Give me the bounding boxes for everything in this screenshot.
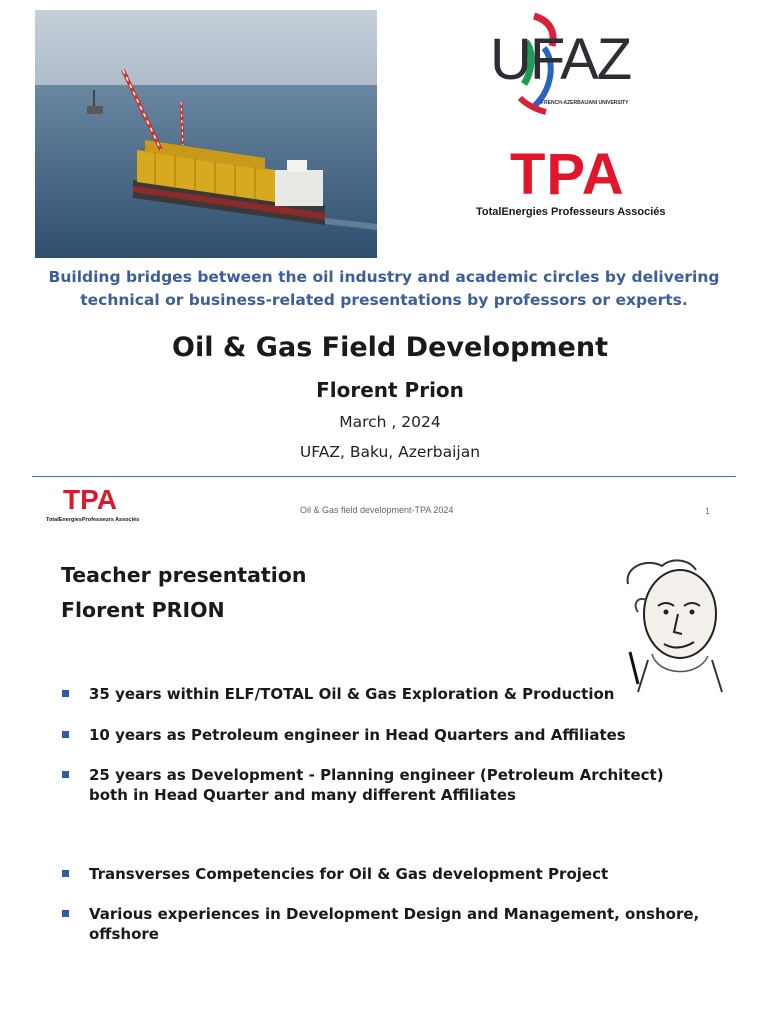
bullet-item: 35 years within ELF/TOTAL Oil & Gas Exploration & Production <box>60 684 700 704</box>
tpa-logo-small-subtitle: TotalEnergiesProfesseurs Associés <box>46 517 140 523</box>
bullet-item: 25 years as Development - Planning engineer (Petroleum Architect) both in Head Quarter and many different Affiliates <box>60 765 700 805</box>
bullet-item: Various experiences in Development Design and Management, onshore, offshore <box>60 904 700 944</box>
slide-footer-title: Oil & Gas field development-TPA 2024 <box>300 505 454 515</box>
presentation-date: March , 2024 <box>339 413 441 431</box>
tagline: Building bridges between the oil industry and academic circles by delivering technical or business-related presentations by professors or experts. <box>48 268 720 309</box>
bullet-square-icon <box>62 690 69 697</box>
presentation-title: Oil & Gas Field Development <box>172 332 608 363</box>
page-number: 1 <box>705 506 711 516</box>
presentation-author: Florent Prion <box>316 378 464 402</box>
tpa-logo-large-subtitle: TotalEnergies Professeurs Associés <box>476 206 666 218</box>
bullet-square-icon <box>62 910 69 917</box>
ufaz-logo-text: UFAZ <box>490 27 631 92</box>
slide-heading <box>61 558 306 628</box>
heading-line-2: Florent PRION <box>61 598 225 622</box>
bullet-item: 10 years as Petroleum engineer in Head Quarters and Affiliates <box>60 725 700 745</box>
caricature-portrait <box>618 556 732 696</box>
fpso-vessel-photo <box>35 10 377 258</box>
bullet-square-icon <box>62 870 69 877</box>
ufaz-logo-subtitle: FRENCH-AZERBAIJANI UNIVERSITY <box>541 100 629 106</box>
slide-divider <box>32 476 736 477</box>
tpa-logo-small: TPA <box>63 484 117 515</box>
bullet-square-icon <box>62 771 69 778</box>
presentation-location: UFAZ, Baku, Azerbaijan <box>299 443 481 461</box>
heading-line-1: Teacher presentation <box>61 563 307 587</box>
bullet-item: Transverses Competencies for Oil & Gas development Project <box>60 864 700 884</box>
tpa-logo-large: TPA <box>510 142 625 207</box>
bullet-square-icon <box>62 731 69 738</box>
